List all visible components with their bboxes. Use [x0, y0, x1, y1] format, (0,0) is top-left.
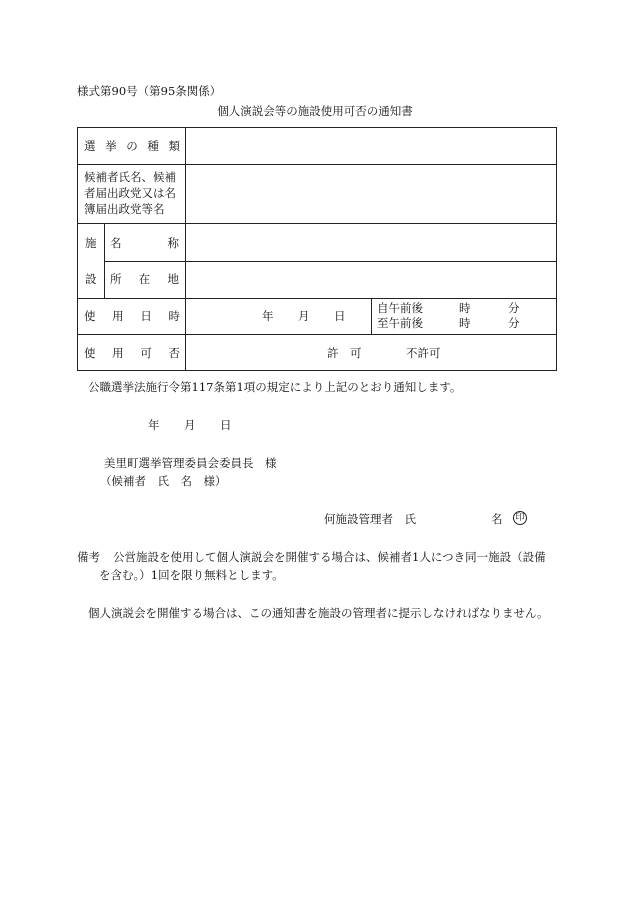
to-minute-label: 分 [508, 316, 520, 330]
notice-month-label: 月 [184, 418, 196, 432]
from-label: 自午前後 [377, 301, 423, 315]
facility-label-top: 施 [85, 236, 97, 250]
election-type-field[interactable] [186, 128, 556, 164]
election-type-label: 選 挙 の 種 類 [84, 139, 180, 153]
to-label: 至午前後 [377, 316, 423, 330]
datetime-label: 使 用 日 時 [84, 309, 180, 323]
remarks-line1: 公営施設を使用して個人演説会を開催する場合は、候補者1人につき同一施設（設備 [113, 550, 546, 564]
remarks-line3: 個人演説会を開催する場合は、この通知書を施設の管理者に提示しなければなりません。 [88, 606, 549, 620]
facility-address-field[interactable] [186, 262, 556, 298]
to-hour-label: 時 [459, 316, 471, 330]
candidate-field[interactable] [186, 165, 556, 223]
remarks-label: 備考 [77, 550, 100, 564]
candidate-label-line3: 簿届出政党等名 [84, 202, 165, 216]
remarks-line2: を含む。）1回を限り無料とします。 [99, 568, 284, 582]
usage-month-label: 月 [298, 309, 310, 323]
usage-day-label: 日 [334, 309, 346, 323]
usage-year-label: 年 [262, 309, 274, 323]
facility-address-label: 所 在 地 [110, 272, 179, 286]
not-permit-option[interactable]: 不許可 [406, 346, 441, 360]
permit-option[interactable]: 許 可 [327, 346, 362, 360]
notice-day-label: 日 [220, 418, 232, 432]
notice-text: 公職選挙法施行令第117条第1項の規定により上記のとおり通知します。 [88, 380, 462, 394]
manager-title: 何施設管理者 氏 [324, 512, 416, 526]
candidate-label-line2: 者届出政党又は名 [84, 186, 176, 200]
addressee-alt: （候補者 氏 名 様） [100, 474, 227, 488]
notice-year-label: 年 [148, 418, 160, 432]
candidate-label-line1: 候補者氏名、候補 [84, 170, 176, 184]
seal-mark: 印 [513, 511, 527, 525]
addressee: 美里町選挙管理委員会委員長 様 [104, 456, 277, 470]
from-minute-label: 分 [508, 301, 520, 315]
form-number: 様式第90号（第95条関係） [77, 84, 222, 98]
facility-name-field[interactable] [186, 224, 556, 261]
notice-table [77, 127, 557, 371]
facility-name-label: 名 称 [110, 236, 179, 250]
manager-name-suffix: 名 [491, 512, 503, 526]
document-title: 個人演説会等の施設使用可否の通知書 [217, 104, 413, 118]
facility-label-bottom: 設 [85, 272, 97, 286]
from-hour-label: 時 [459, 301, 471, 315]
usage-permission-label: 使 用 可 否 [84, 346, 180, 360]
